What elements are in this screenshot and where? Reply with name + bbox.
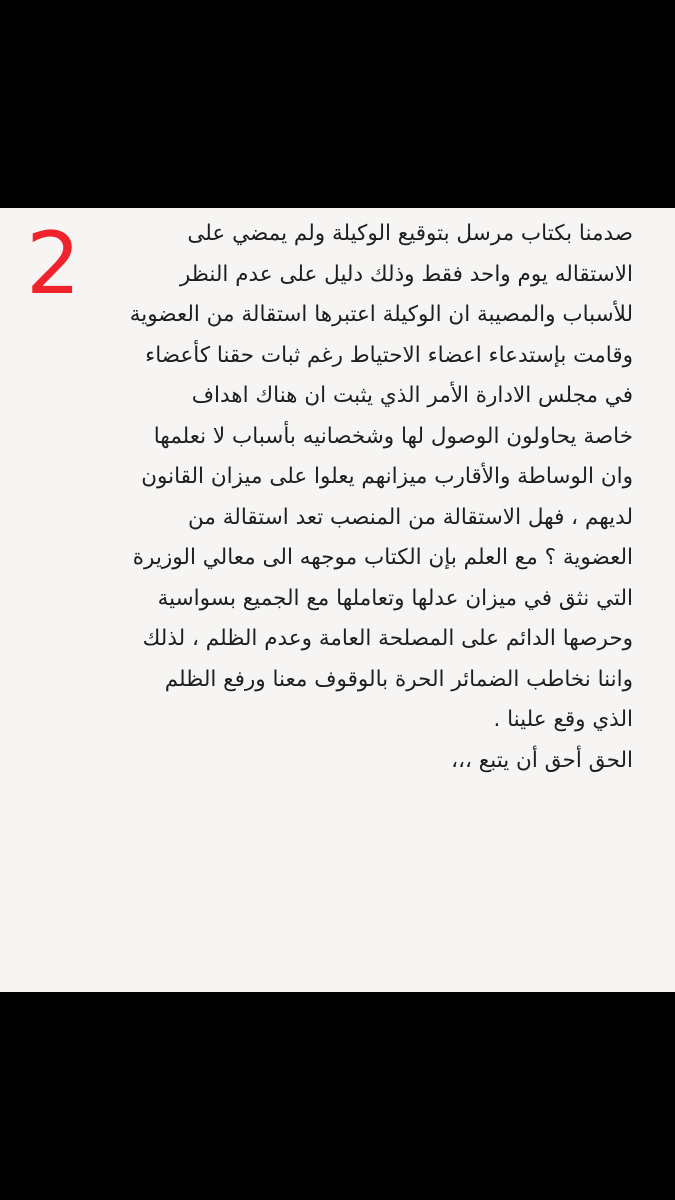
page-number: 2 <box>26 214 81 314</box>
bottom-black-bar <box>0 992 675 1200</box>
text-line-5: في مجلس الادارة الأمر الذي يثبت ان هناك اهداف <box>191 383 633 408</box>
text-line-12: واننا نخاطب الضمائر الحرة بالوقوف معنا ورفع الظلم <box>164 666 633 692</box>
text-line-1: صدمنا بكتاب مرسل بتوقيع الوكيلة ولم يمضي على <box>187 221 633 246</box>
text-line-9: العضوية ؟ مع العلم بإن الكتاب موجهه الى معالي الوزيرة <box>132 545 633 570</box>
text-line-11: وحرصها الدائم على المصلحة العامة وعدم الظلم ، لذلك <box>142 626 633 651</box>
text-line-14: الحق أحق أن يتبع ،،، <box>451 747 633 773</box>
text-line-8: لديهم ، فهل الاستقالة من المنصب تعد استقالة من <box>188 504 633 530</box>
text-line-3: للأسباب والمصيبة ان الوكيلة اعتبرها استقالة من العضوية <box>129 302 633 327</box>
document-body <box>33 214 633 781</box>
text-line-7: وان الوساطة والأقارب ميزانهم يعلوا على ميزان القانون <box>141 464 633 489</box>
text-line-4: وقامت بإستدعاء اعضاء الاحتياط رغم ثبات حقنا كأعضاء <box>145 342 633 368</box>
text-line-2: الاستقاله يوم واحد فقط وذلك دليل على عدم النظر <box>179 261 633 287</box>
text-line-6: خاصة يحاولون الوصول لها وشخصانيه بأسباب لا نعلمها <box>153 423 633 449</box>
text-line-13: الذي وقع علينا . <box>493 707 633 732</box>
top-black-bar <box>0 0 675 208</box>
text-line-10: التي نثق في ميزان عدلها وتعاملها مع الجميع بسواسية <box>157 585 633 611</box>
document-page <box>0 208 675 992</box>
